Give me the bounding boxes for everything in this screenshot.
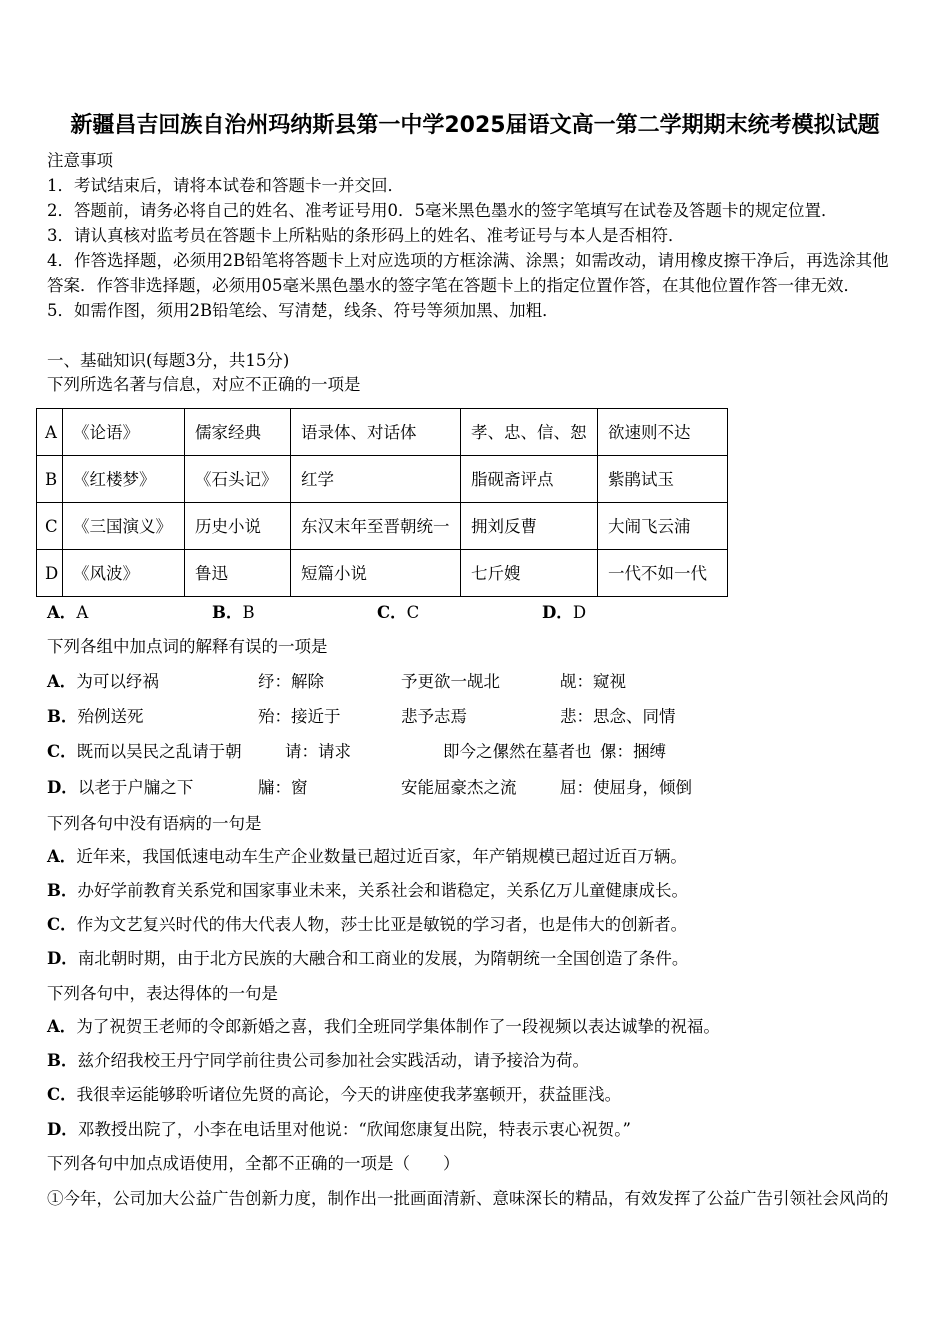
q4-option-a xyxy=(47,1014,720,1039)
table-cell: C xyxy=(37,503,63,550)
q1-options xyxy=(47,600,917,625)
option-text: 作为文艺复兴时代的伟大代表人物，莎士比亚是敏锐的学习者，也是伟大的创新者。 xyxy=(76,915,688,934)
table-cell: B xyxy=(37,456,63,503)
option-text: C xyxy=(406,603,420,622)
option-phrase-2: 安能屈豪杰之流 xyxy=(401,778,517,797)
option-gloss-2: 觇：窥视 xyxy=(560,672,626,691)
table-cell: 七斤嫂 xyxy=(461,550,598,597)
q2-option-d xyxy=(47,775,917,800)
notice-item-5: 5．如需作图，须用2B铅笔绘、写清楚，线条、符号等须加黑、加粗． xyxy=(47,301,559,320)
option-gloss-1: 牖：窗 xyxy=(258,778,308,797)
q3-option-b xyxy=(47,878,688,903)
section-heading: 一、基础知识(每题3分，共15分) xyxy=(47,351,290,370)
option-text: A xyxy=(76,603,89,622)
option-phrase-1 xyxy=(47,669,159,694)
table-cell: 历史小说 xyxy=(185,503,291,550)
table-cell: 拥刘反曹 xyxy=(461,503,598,550)
table-row xyxy=(37,456,728,503)
phrase-text: 为可以纾祸 xyxy=(76,672,159,691)
table-cell: 《石头记》 xyxy=(185,456,291,503)
table-cell: 《风波》 xyxy=(63,550,185,597)
option-gloss-2: 悲：思念、同情 xyxy=(560,707,676,726)
table-row xyxy=(37,550,728,597)
q4-option-b xyxy=(47,1048,589,1073)
table-cell: 儒家经典 xyxy=(185,409,291,456)
option-label: D． xyxy=(47,949,78,968)
q2-stem: 下列各组中加点词的解释有误的一项是 xyxy=(47,637,328,656)
option-label: A． xyxy=(47,1017,77,1036)
option-text: 兹介绍我校王丹宁同学前往贵公司参加社会实践活动，请予接洽为荷。 xyxy=(77,1051,589,1070)
table-cell: 《三国演义》 xyxy=(63,503,185,550)
q1-option-b xyxy=(212,600,255,625)
table-cell: 孝、忠、信、恕 xyxy=(461,409,598,456)
table-cell: 鲁迅 xyxy=(185,550,291,597)
table-cell: 紫鹃试玉 xyxy=(598,456,728,503)
notice-heading: 注意事项 xyxy=(47,151,113,170)
option-label: A． xyxy=(47,847,77,866)
notice-item-2: 2．答题前，请务必将自己的姓名、准考证号用0．5毫米黑色墨水的签字笔填写在试卷及答题卡的规定位置． xyxy=(47,201,838,220)
option-label: B． xyxy=(47,881,78,900)
option-gloss-2: 屈：使屈身，倾倒 xyxy=(560,778,692,797)
table-row xyxy=(37,503,728,550)
table-cell: D xyxy=(37,550,63,597)
option-label: D． xyxy=(47,778,78,797)
q3-option-d xyxy=(47,946,688,971)
q3-option-c xyxy=(47,912,687,937)
table-cell: 语录体、对话体 xyxy=(291,409,461,456)
option-label: D． xyxy=(47,1120,78,1139)
option-label: C． xyxy=(47,742,77,761)
notice-item-3: 3．请认真核对监考员在答题卡上所粘贴的条形码上的姓名、准考证号与本人是否相符． xyxy=(47,226,685,245)
table-row xyxy=(37,409,728,456)
option-text: 为了祝贺王老师的令郎新婚之喜，我们全班同学集体制作了一段视频以表达诚挚的祝福。 xyxy=(76,1017,720,1036)
option-gloss-2: 傫：捆缚 xyxy=(600,742,666,761)
table-cell: 一代不如一代 xyxy=(598,550,728,597)
notice-item-4: 4．作答选择题，必须用2B铅笔将答题卡上对应选项的方框涂满、涂黑；如需改动，请用橡皮擦干净后，再选涂其他答案．作答非选择题，必须用05毫米黑色墨水的签字笔在答题卡上的指定位置作答，在其他位置作答一律无效． xyxy=(47,251,889,295)
table-cell: 《论语》 xyxy=(63,409,185,456)
q1-works-table xyxy=(36,408,728,597)
table-cell: 东汉末年至晋朝统一 xyxy=(291,503,461,550)
table-cell: 《红楼梦》 xyxy=(63,456,185,503)
q2-option-b xyxy=(47,704,917,729)
q3-stem: 下列各句中没有语病的一句是 xyxy=(47,814,262,833)
q5-stem: 下列各句中加点成语使用，全都不正确的一项是（ ） xyxy=(47,1154,460,1173)
option-phrase-1 xyxy=(47,775,193,800)
q1-option-d xyxy=(542,600,586,625)
table-cell: 欲速则不达 xyxy=(598,409,728,456)
table-cell: A xyxy=(37,409,63,456)
table-cell: 红学 xyxy=(291,456,461,503)
q3-option-a xyxy=(47,844,687,869)
option-text: 邓教授出院了，小李在电话里对他说：“欣闻您康复出院，特表示衷心祝贺。” xyxy=(77,1120,631,1139)
option-text: 我很幸运能够聆听诸位先贤的高论，今天的讲座使我茅塞顿开，获益匪浅。 xyxy=(76,1085,622,1104)
phrase-text: 殆例送死 xyxy=(77,707,144,726)
q4-option-c xyxy=(47,1082,621,1107)
option-phrase-2: 即今之傫然在墓者也 xyxy=(443,742,592,761)
option-label: D． xyxy=(542,603,573,622)
option-label: B． xyxy=(212,603,243,622)
table-cell: 脂砚斋评点 xyxy=(461,456,598,503)
option-label: C． xyxy=(377,603,407,622)
page-title: 新疆昌吉回族自治州玛纳斯县第一中学2025届语文高一第二学期期末统考模拟试题 xyxy=(70,113,880,138)
q1-option-a xyxy=(47,600,88,625)
q2-option-a xyxy=(47,669,917,694)
table-cell: 短篇小说 xyxy=(291,550,461,597)
option-gloss-1: 殆：接近于 xyxy=(258,707,341,726)
option-text: D xyxy=(572,603,587,622)
option-label: A． xyxy=(47,672,77,691)
q5-item-1: ①今年，公司加大公益广告创新力度，制作出一批画面清新、意味深长的精品，有效发挥了公益广告引领社会风尚的 xyxy=(47,1189,889,1208)
option-text: B xyxy=(242,603,255,622)
option-label: C． xyxy=(47,915,77,934)
option-phrase-1 xyxy=(47,739,242,764)
table-cell: 大闹飞云浦 xyxy=(598,503,728,550)
q1-option-c xyxy=(377,600,419,625)
notice-item-1: 1．考试结束后，请将本试卷和答题卡一并交回． xyxy=(47,176,404,195)
q4-stem: 下列各句中，表达得体的一句是 xyxy=(47,984,278,1003)
option-text: 办好学前教育关系党和国家事业未来，关系社会和谐稳定，关系亿万儿童健康成长。 xyxy=(77,881,688,900)
option-label: B． xyxy=(47,707,78,726)
option-label: C． xyxy=(47,1085,77,1104)
option-gloss-1: 纾：解除 xyxy=(258,672,324,691)
option-phrase-2: 予更欲一觇北 xyxy=(401,672,500,691)
option-label: A． xyxy=(47,603,77,622)
option-text: 近年来，我国低速电动车生产企业数量已超过近百家，年产销规模已超过近百万辆。 xyxy=(76,847,687,866)
phrase-text: 以老于户牖之下 xyxy=(77,778,194,797)
phrase-text: 既而以吴民之乱请于朝 xyxy=(76,742,242,761)
q2-option-c xyxy=(47,739,917,764)
option-gloss-1: 请：请求 xyxy=(285,742,351,761)
option-label: B． xyxy=(47,1051,78,1070)
option-phrase-1 xyxy=(47,704,143,729)
option-phrase-2: 悲予志焉 xyxy=(401,707,467,726)
q4-option-d xyxy=(47,1117,631,1142)
q1-stem: 下列所选名著与信息，对应不正确的一项是 xyxy=(47,375,361,394)
option-text: 南北朝时期，由于北方民族的大融合和工商业的发展，为隋朝统一全国创造了条件。 xyxy=(77,949,689,968)
